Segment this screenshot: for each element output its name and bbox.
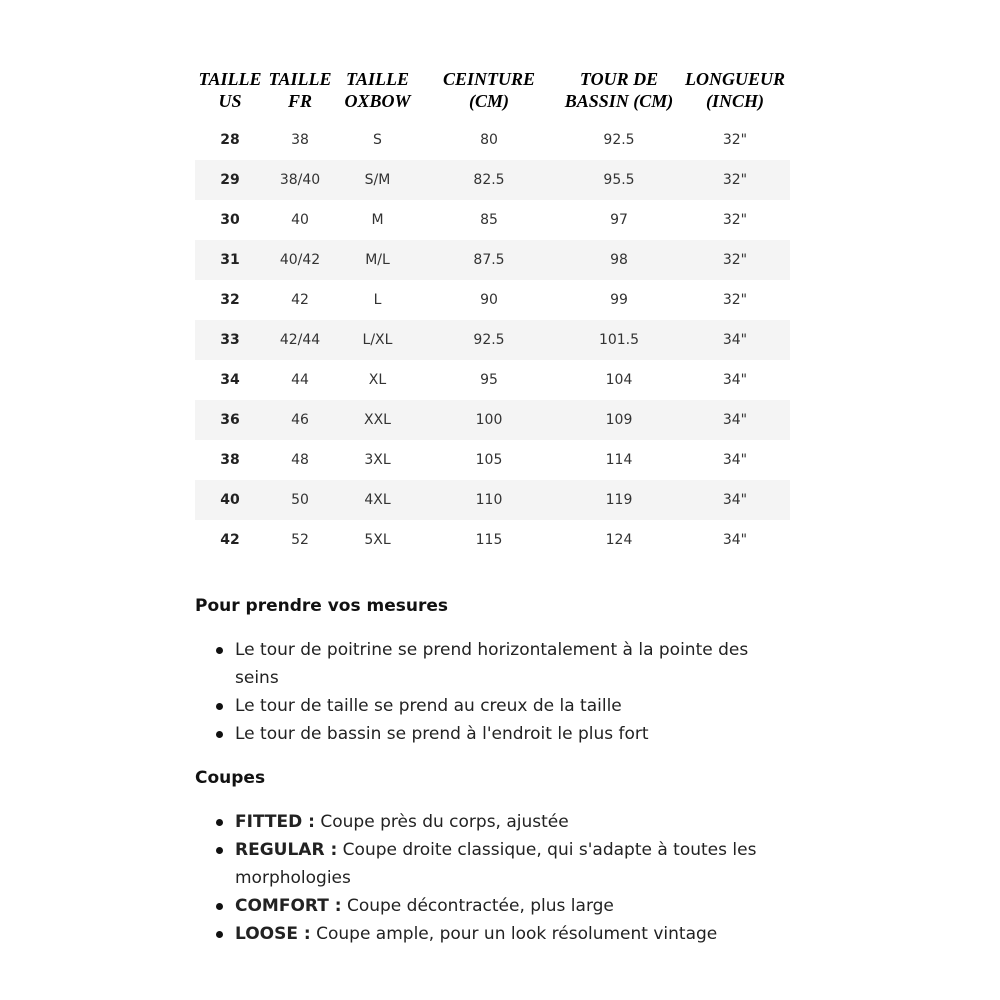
measure-list (195, 636, 795, 748)
cell-length-inch: 34" (680, 400, 790, 440)
cell-waist-cm: 85 (480, 212, 498, 228)
cell-hip-cm: 98 (558, 240, 680, 280)
fit-description: Coupe droite classique, qui s'adapte à toutes les morphologies (235, 840, 757, 888)
table-row (195, 280, 790, 320)
cell-fr-size: 50 (265, 480, 335, 520)
cell-oxbow-size: S/M (335, 160, 420, 200)
cell-length-inch: 32" (680, 240, 790, 280)
cell-us-size: 29 (195, 160, 265, 200)
table-row (195, 200, 790, 240)
fit-name: REGULAR : (235, 840, 338, 860)
cell-length-inch: 34" (722, 532, 748, 548)
fit-description: Coupe décontractée, plus large (341, 896, 614, 916)
header-taille-us: TAILLE US (198, 69, 262, 111)
cell-length-inch: 34" (722, 452, 748, 468)
table-row (195, 480, 790, 520)
table-row (195, 440, 790, 480)
list-item (195, 920, 795, 948)
cell-oxbow-size: L/XL (335, 320, 420, 360)
cell-us-size: 42 (220, 532, 240, 548)
cell-waist-cm: 82.5 (420, 160, 558, 200)
fit-name: LOOSE : (235, 924, 311, 944)
header-tour-de-bassin: TOUR DE BASSIN (CM) (564, 69, 674, 111)
cell-oxbow-size: S (373, 132, 382, 148)
cell-waist-cm: 105 (475, 452, 503, 468)
cell-waist-cm: 90 (480, 292, 498, 308)
cell-us-size: 31 (195, 240, 265, 280)
cell-waist-cm: 115 (475, 532, 503, 548)
cell-us-size: 30 (220, 212, 240, 228)
cell-hip-cm: 97 (610, 212, 628, 228)
cell-length-inch: 32" (722, 132, 748, 148)
cell-waist-cm: 95 (480, 372, 498, 388)
measure-section-title: Pour prendre vos mesures (195, 596, 449, 616)
cell-oxbow-size: XL (368, 372, 387, 388)
table-row (195, 240, 790, 280)
fits-list (195, 808, 795, 948)
cell-oxbow-size: M (371, 212, 384, 228)
cell-us-size: 34 (220, 372, 240, 388)
list-item: Le tour de taille se prend au creux de la taille (195, 692, 795, 720)
fits-section-title: Coupes (195, 768, 266, 788)
cell-oxbow-size: 5XL (364, 532, 391, 548)
cell-oxbow-size: M/L (335, 240, 420, 280)
cell-waist-cm: 100 (420, 400, 558, 440)
cell-hip-cm: 95.5 (558, 160, 680, 200)
cell-hip-cm: 101.5 (558, 320, 680, 360)
cell-oxbow-size: XXL (335, 400, 420, 440)
cell-us-size: 33 (195, 320, 265, 360)
table-row (195, 520, 790, 560)
fit-description: Coupe près du corps, ajustée (314, 812, 569, 832)
cell-fr-size: 44 (291, 372, 309, 388)
cell-waist-cm: 87.5 (420, 240, 558, 280)
fit-description: Coupe ample, pour un look résolument vintage (310, 924, 718, 944)
list-item: Le tour de bassin se prend à l'endroit le plus fort (195, 720, 795, 748)
list-item (195, 836, 795, 892)
table-row (195, 120, 790, 160)
cell-waist-cm: 110 (420, 480, 558, 520)
cell-oxbow-size: 4XL (335, 480, 420, 520)
cell-hip-cm: 109 (558, 400, 680, 440)
cell-length-inch: 32" (722, 292, 748, 308)
cell-oxbow-size: L (373, 292, 382, 308)
header-taille-oxbow: TAILLE OXBOW (344, 69, 411, 111)
cell-length-inch: 34" (722, 372, 748, 388)
cell-hip-cm: 119 (558, 480, 680, 520)
header-taille-fr: TAILLE FR (268, 69, 332, 111)
size-chart-table (195, 68, 790, 560)
table-header-row (195, 68, 790, 120)
header-ceinture: CEINTURE (CM) (442, 69, 536, 111)
cell-fr-size: 42/44 (265, 320, 335, 360)
table-row (195, 160, 790, 200)
cell-fr-size: 40/42 (265, 240, 335, 280)
list-item: Le tour de poitrine se prend horizontalement à la pointe des seins (195, 636, 795, 692)
list-item (195, 892, 795, 920)
table-row (195, 320, 790, 360)
cell-fr-size: 52 (291, 532, 309, 548)
fit-name: FITTED : (235, 812, 315, 832)
cell-hip-cm: 104 (605, 372, 633, 388)
cell-fr-size: 38 (291, 132, 309, 148)
cell-hip-cm: 99 (610, 292, 628, 308)
cell-waist-cm: 92.5 (420, 320, 558, 360)
cell-fr-size: 38/40 (265, 160, 335, 200)
cell-us-size: 28 (220, 132, 240, 148)
cell-fr-size: 42 (291, 292, 309, 308)
cell-hip-cm: 124 (605, 532, 633, 548)
cell-length-inch: 34" (680, 320, 790, 360)
cell-fr-size: 48 (291, 452, 309, 468)
cell-length-inch: 34" (680, 480, 790, 520)
cell-us-size: 40 (195, 480, 265, 520)
cell-length-inch: 32" (680, 160, 790, 200)
cell-waist-cm: 80 (480, 132, 498, 148)
cell-us-size: 38 (220, 452, 240, 468)
fit-name: COMFORT : (235, 896, 342, 916)
cell-us-size: 36 (195, 400, 265, 440)
table-row (195, 360, 790, 400)
list-item (195, 808, 795, 836)
cell-us-size: 32 (220, 292, 240, 308)
cell-hip-cm: 114 (605, 452, 633, 468)
header-longueur: LONGUEUR (INCH) (684, 69, 785, 111)
cell-fr-size: 40 (291, 212, 309, 228)
cell-length-inch: 32" (722, 212, 748, 228)
cell-hip-cm: 92.5 (603, 132, 635, 148)
cell-oxbow-size: 3XL (364, 452, 391, 468)
table-row (195, 400, 790, 440)
cell-fr-size: 46 (265, 400, 335, 440)
